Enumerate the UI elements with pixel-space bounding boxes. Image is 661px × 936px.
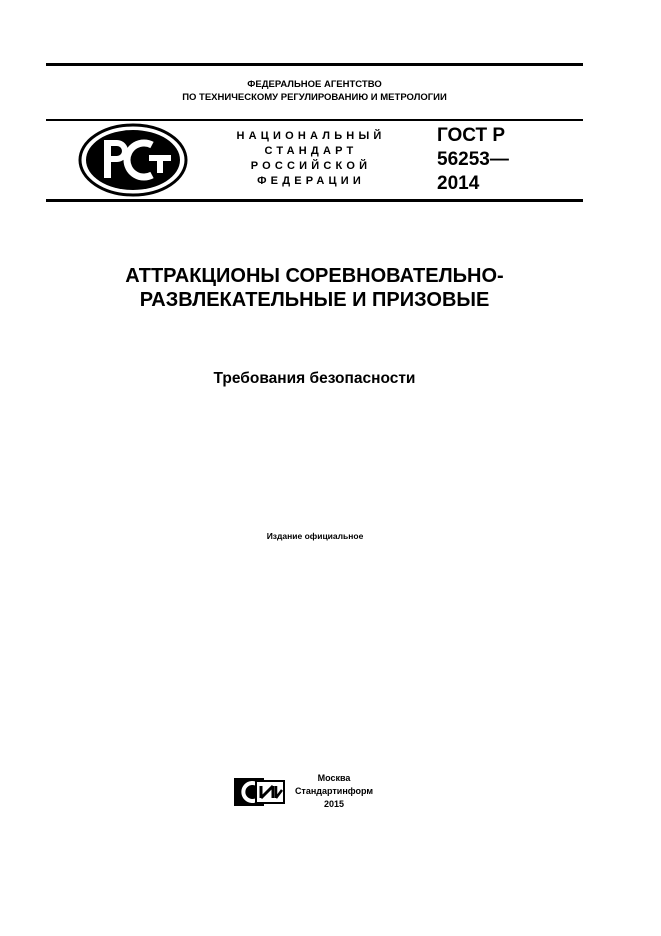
document-subtitle: Требования безопасности: [213, 370, 416, 387]
publisher-name: Стандартинформ: [294, 786, 374, 796]
publisher-city: Москва: [317, 773, 351, 783]
bottom-rule: [46, 199, 583, 202]
agency-line-2: ПО ТЕХНИЧЕСКОМУ РЕГУЛИРОВАНИЮ И МЕТРОЛОГИИ: [182, 92, 447, 103]
rst-certification-mark-icon: [78, 123, 188, 197]
edition-note: Издание официальное: [266, 531, 364, 541]
document-title: [46, 264, 583, 312]
national-line-2: СТАНДАРТ: [264, 145, 358, 157]
gost-line-2: 56253—: [437, 149, 509, 170]
gost-line-1: ГОСТ Р: [437, 125, 506, 146]
title-line-2: РАЗВЛЕКАТЕЛЬНЫЕ И ПРИЗОВЫЕ: [139, 289, 490, 311]
national-line-3: РОССИЙСКОЙ: [250, 160, 372, 172]
middle-rule: [46, 119, 583, 121]
publisher-year: 2015: [323, 799, 345, 809]
national-standard-label: [226, 129, 396, 189]
national-line-1: НАЦИОНАЛЬНЫЙ: [236, 130, 386, 142]
publisher-info: [284, 772, 384, 811]
gost-designation: [437, 124, 577, 196]
agency-name: [46, 78, 583, 104]
standartinform-logo-icon: [234, 778, 286, 806]
gost-line-3: 2014: [437, 173, 480, 194]
top-rule: [46, 63, 583, 66]
agency-line-1: ФЕДЕРАЛЬНОЕ АГЕНТСТВО: [247, 79, 382, 90]
title-line-1: АТТРАКЦИОНЫ СОРЕВНОВАТЕЛЬНО-: [125, 265, 504, 287]
national-line-4: ФЕДЕРАЦИИ: [257, 175, 365, 187]
